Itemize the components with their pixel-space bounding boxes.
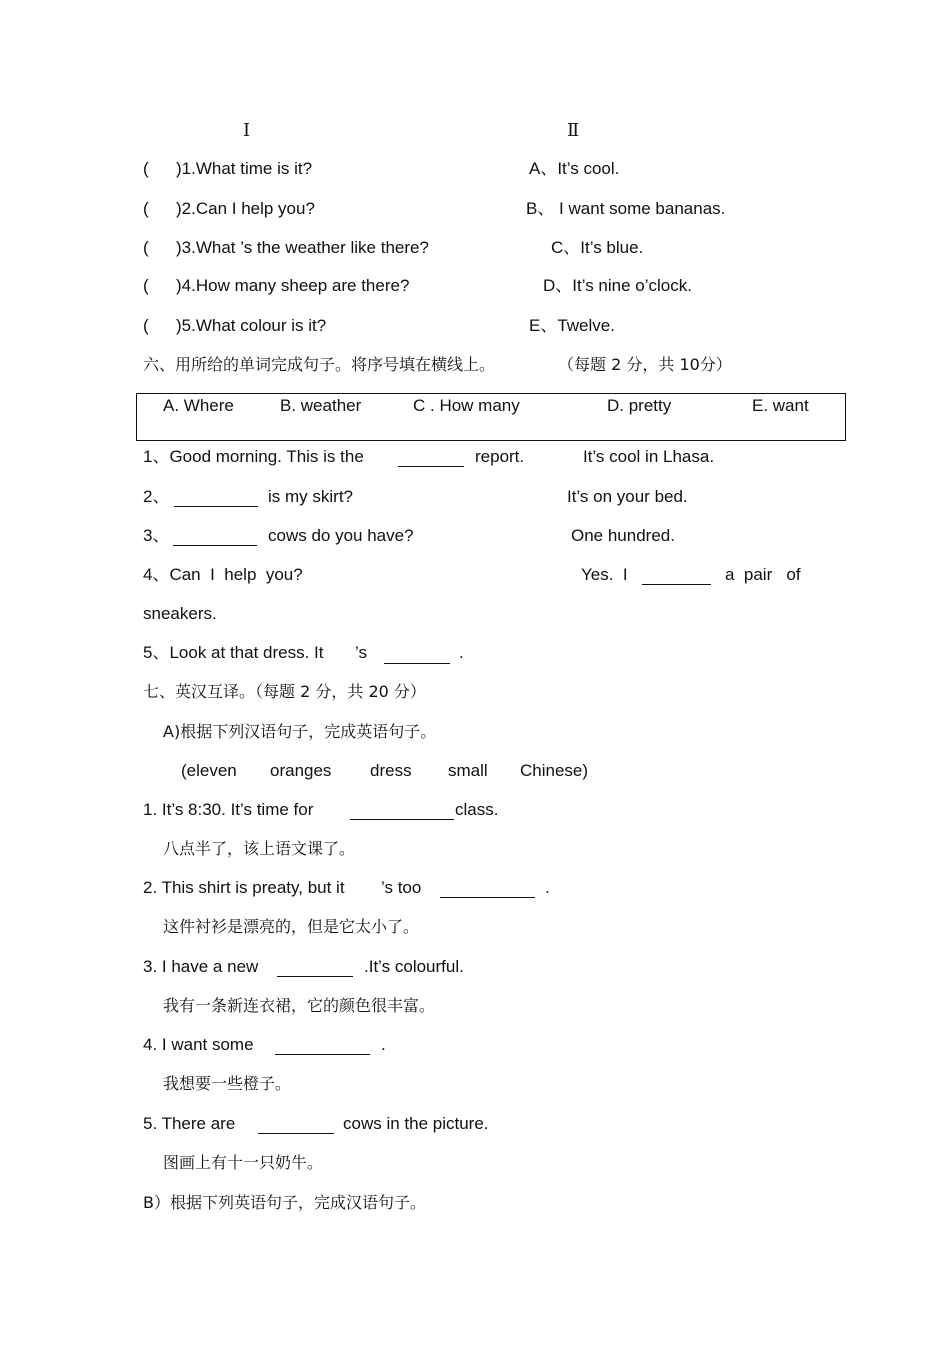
translate-item-1-end: class. bbox=[455, 800, 499, 819]
part-a-instruction: A)根据下列汉语句子，完成英语句子。 bbox=[163, 722, 437, 741]
fill-item-4: 4、Can I help you? bbox=[143, 565, 303, 584]
answer-c: C、It’s blue. bbox=[551, 238, 644, 257]
fill-item-3: 3、 bbox=[143, 526, 170, 545]
section-6-score: （每题 2 分，共 10分） bbox=[558, 355, 732, 374]
question-2: )2.Can I help you? bbox=[176, 199, 315, 218]
column-header-1: Ⅰ bbox=[243, 120, 251, 140]
fill-item-5: 5、Look at that dress. It bbox=[143, 643, 324, 662]
answer-blank[interactable] bbox=[258, 1133, 334, 1134]
translate-item-4: 4. I want some bbox=[143, 1035, 254, 1054]
question-4: )4.How many sheep are there? bbox=[176, 276, 410, 295]
fill-item-2-reply: It’s on your bed. bbox=[567, 487, 688, 506]
column-header-2: Ⅱ bbox=[567, 120, 580, 140]
answer-blank[interactable] bbox=[384, 663, 450, 664]
word-hint: oranges bbox=[270, 761, 332, 780]
paren: ( bbox=[143, 238, 149, 257]
translate-item-3-cn: 我有一条新连衣裙，它的颜色很丰富。 bbox=[163, 996, 436, 1015]
word-option: E. want bbox=[752, 396, 809, 415]
fill-item-5-mid: ’s bbox=[355, 643, 367, 662]
answer-a: A、It’s cool. bbox=[529, 159, 620, 178]
fill-item-1-reply: It’s cool in Lhasa. bbox=[583, 447, 715, 466]
fill-item-3-end: cows do you have? bbox=[268, 526, 414, 545]
fill-item-2: 2、 bbox=[143, 487, 170, 506]
answer-blank[interactable] bbox=[398, 466, 464, 467]
paren: ( bbox=[143, 276, 149, 295]
answer-e: E、Twelve. bbox=[529, 316, 615, 335]
part-b-instruction: B）根据下列英语句子，完成汉语句子。 bbox=[143, 1193, 426, 1212]
answer-blank[interactable] bbox=[350, 819, 454, 820]
answer-blank[interactable] bbox=[173, 545, 257, 546]
translate-item-5-end: cows in the picture. bbox=[343, 1114, 489, 1133]
word-option: A. Where bbox=[163, 396, 234, 415]
section-7-title: 七、英汉互译。（每题 2 分，共 20 分） bbox=[143, 682, 426, 701]
fill-item-1: 1、Good morning. This is the bbox=[143, 447, 364, 466]
word-option: D. pretty bbox=[607, 396, 672, 415]
fill-item-4-cont: sneakers. bbox=[143, 604, 217, 623]
translate-item-5-cn: 图画上有十一只奶牛。 bbox=[163, 1153, 324, 1172]
paren: ( bbox=[143, 316, 149, 335]
translate-item-4-cn: 我想要一些橙子。 bbox=[163, 1074, 292, 1093]
answer-blank[interactable] bbox=[642, 584, 711, 585]
paren: ( bbox=[143, 199, 149, 218]
translate-item-2: 2. This shirt is preaty, but it bbox=[143, 878, 345, 897]
word-hint: (eleven bbox=[181, 761, 237, 780]
word-hint: dress bbox=[370, 761, 412, 780]
word-option: C . How many bbox=[413, 396, 520, 415]
fill-item-1-end: report. bbox=[475, 447, 525, 466]
fill-item-2-end: is my skirt? bbox=[268, 487, 353, 506]
question-3: )3.What ’s the weather like there? bbox=[176, 238, 429, 257]
translate-item-1: 1. It’s 8:30. It’s time for bbox=[143, 800, 314, 819]
translate-item-5: 5. There are bbox=[143, 1114, 236, 1133]
word-hint: small bbox=[448, 761, 488, 780]
answer-b: B、 I want some bananas. bbox=[526, 199, 726, 218]
fill-item-4-reply-end: a pair of bbox=[725, 565, 801, 584]
paren: ( bbox=[143, 159, 149, 178]
answer-blank[interactable] bbox=[440, 897, 535, 898]
fill-item-5-end: . bbox=[459, 643, 464, 662]
translate-item-4-end: . bbox=[381, 1035, 386, 1054]
translate-item-3: 3. I have a new bbox=[143, 957, 259, 976]
question-5: )5.What colour is it? bbox=[176, 316, 327, 335]
word-hint: Chinese) bbox=[520, 761, 589, 780]
answer-blank[interactable] bbox=[275, 1054, 370, 1055]
word-option: B. weather bbox=[280, 396, 362, 415]
section-6-title: 六、用所给的单词完成句子。将序号填在横线上。 bbox=[143, 355, 496, 374]
question-1: )1.What time is it? bbox=[176, 159, 313, 178]
answer-blank[interactable] bbox=[277, 976, 353, 977]
translate-item-2-end: . bbox=[545, 878, 550, 897]
answer-d: D、It’s nine o’clock. bbox=[543, 276, 692, 295]
answer-blank[interactable] bbox=[174, 506, 258, 507]
translate-item-2-mid: ’s too bbox=[381, 878, 422, 897]
fill-item-3-reply: One hundred. bbox=[571, 526, 675, 545]
translate-item-3-end: .It’s colourful. bbox=[364, 957, 464, 976]
translate-item-1-cn: 八点半了，该上语文课了。 bbox=[163, 839, 356, 858]
translate-item-2-cn: 这件衬衫是漂亮的，但是它太小了。 bbox=[163, 917, 420, 936]
fill-item-4-reply: Yes. I bbox=[581, 565, 628, 584]
